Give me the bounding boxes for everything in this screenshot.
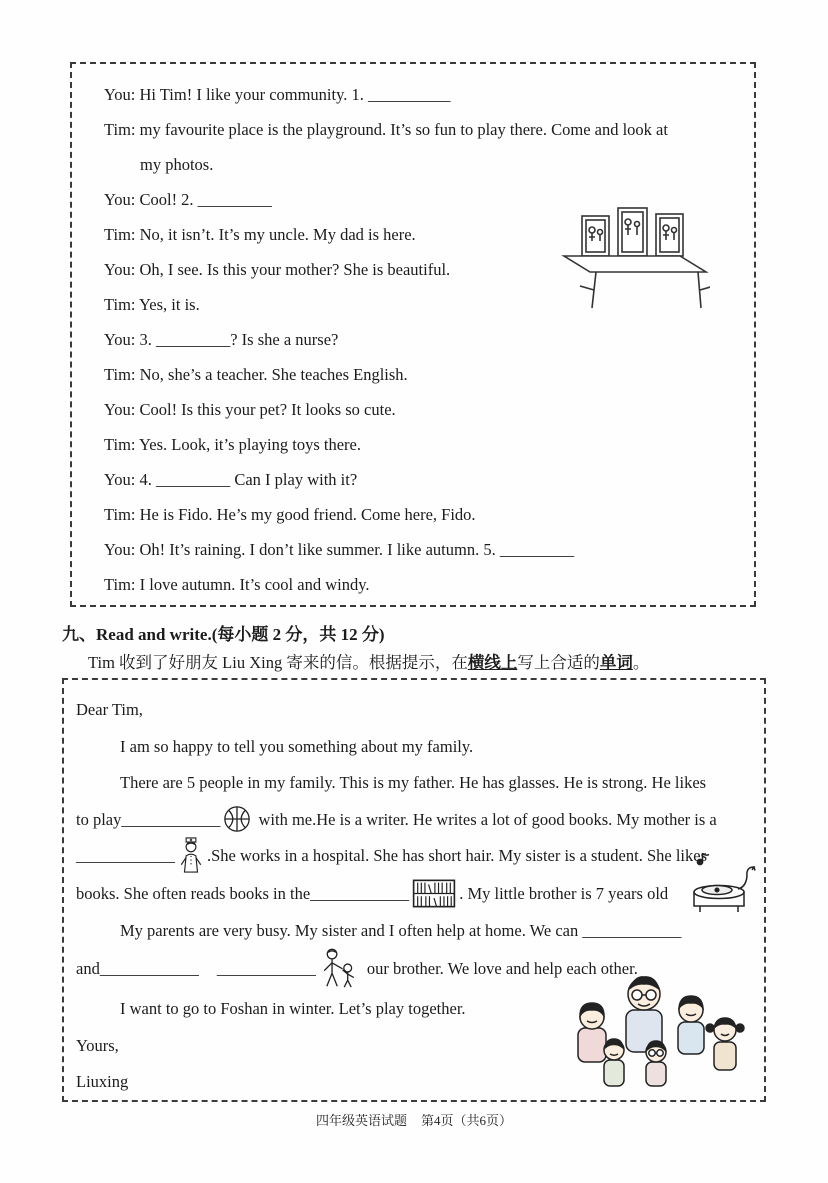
dialogue-box — [70, 62, 756, 607]
section-instruction — [88, 649, 649, 673]
letter-line — [76, 949, 754, 991]
footer-exam-title: 四年级英语试题 — [315, 1113, 407, 1128]
dialogue-line: Tim: He is Fido. He’s my good friend. Come here, Fido. — [104, 505, 476, 524]
dialogue-line: You: Oh! It’s raining. I don’t like summer. I like autumn. 5. _________ — [104, 540, 575, 559]
photo-frames-on-table-illustration — [560, 194, 710, 312]
letter-line: My parents are very busy. My sister and I often help at home. We can ____________ — [120, 920, 682, 940]
dialogue-line: Tim: Yes. Look, it’s playing toys there. — [104, 435, 361, 454]
letter-line: I am so happy to tell you something about my family. — [120, 736, 474, 756]
dialogue-line: Tim: Yes, it is. — [104, 295, 200, 314]
letter-line: There are 5 people in my family. This is my father. He has glasses. He is strong. He likes — [120, 773, 707, 792]
dialogue-line: You: Cool! 2. _________ — [104, 190, 272, 209]
section-header — [62, 620, 385, 645]
basketball-icon — [223, 805, 251, 833]
letter-text: . My little brother is 7 years old — [459, 884, 669, 904]
bookshelf-icon — [412, 879, 456, 908]
dialogue-line: Tim: I love autumn. It’s cool and windy. — [104, 575, 370, 594]
dialogue-line: You: Hi Tim! I like your community. 1. __________ — [104, 85, 451, 104]
dialogue-line-continuation: my photos. — [140, 155, 214, 174]
instruction-text: 。 — [632, 653, 650, 672]
letter-line — [76, 802, 754, 839]
footer-page-number: 第4页（共6页） — [421, 1113, 513, 1128]
instruction-text: 写上合适的 — [517, 653, 600, 672]
doctor-icon — [178, 836, 204, 874]
letter-closing: Yours, — [76, 1035, 119, 1055]
instruction-underlined-term: 横线上 — [467, 653, 518, 672]
letter-text: ____________ — [76, 846, 175, 865]
person-helping-child-icon — [319, 947, 359, 989]
letter-line: I want to go to Foshan in winter. Let’s play together. — [120, 999, 466, 1019]
letter-text: our brother. We love and help each other. — [366, 959, 638, 978]
letter-signature: Liuxing — [76, 1072, 129, 1092]
instruction-text: Tim 收到了好朋友 Liu Xing 寄来的信。根据提示，在 — [88, 653, 468, 672]
letter-line — [76, 838, 754, 876]
letter-box — [62, 678, 766, 1102]
dialogue-line: You: Cool! Is this your pet? It looks so cute. — [104, 400, 396, 419]
dialogue-line: You: Oh, I see. Is this your mother? She is beautiful. — [104, 260, 451, 279]
letter-line — [76, 876, 754, 913]
section-number: 九、 — [62, 625, 96, 644]
dialogue-line: You: 4. _________ Can I play with it? — [104, 470, 358, 489]
dialogue-line: You: 3. _________? Is she a nurse? — [104, 330, 339, 349]
letter-text: to play____________ — [76, 809, 221, 829]
instruction-underlined-term: 单词 — [599, 653, 633, 672]
dialogue-line: Tim: my favourite place is the playground. It’s so fun to play there. Come and look at — [104, 120, 668, 139]
section-title: Read and write.(每小题 2 分，共 12 分) — [96, 625, 385, 644]
letter-text: with me.He is a writer. He writes a lot of good books. My mother is a — [254, 809, 717, 829]
page-footer — [0, 1110, 828, 1129]
letter-text: .She works in a hospital. She has short hair. My sister is a student. She likes — [207, 846, 708, 865]
dialogue-line: Tim: No, it isn’t. It’s my uncle. My dad is here. — [104, 225, 416, 244]
letter-text: and____________ — [76, 959, 199, 978]
letter-salutation: Dear Tim, — [76, 700, 143, 719]
letter-text: books. She often reads books in the____________ — [76, 884, 410, 904]
letter-blank: ____________ — [216, 959, 316, 978]
dialogue-line: Tim: No, she’s a teacher. She teaches English. — [104, 365, 408, 384]
